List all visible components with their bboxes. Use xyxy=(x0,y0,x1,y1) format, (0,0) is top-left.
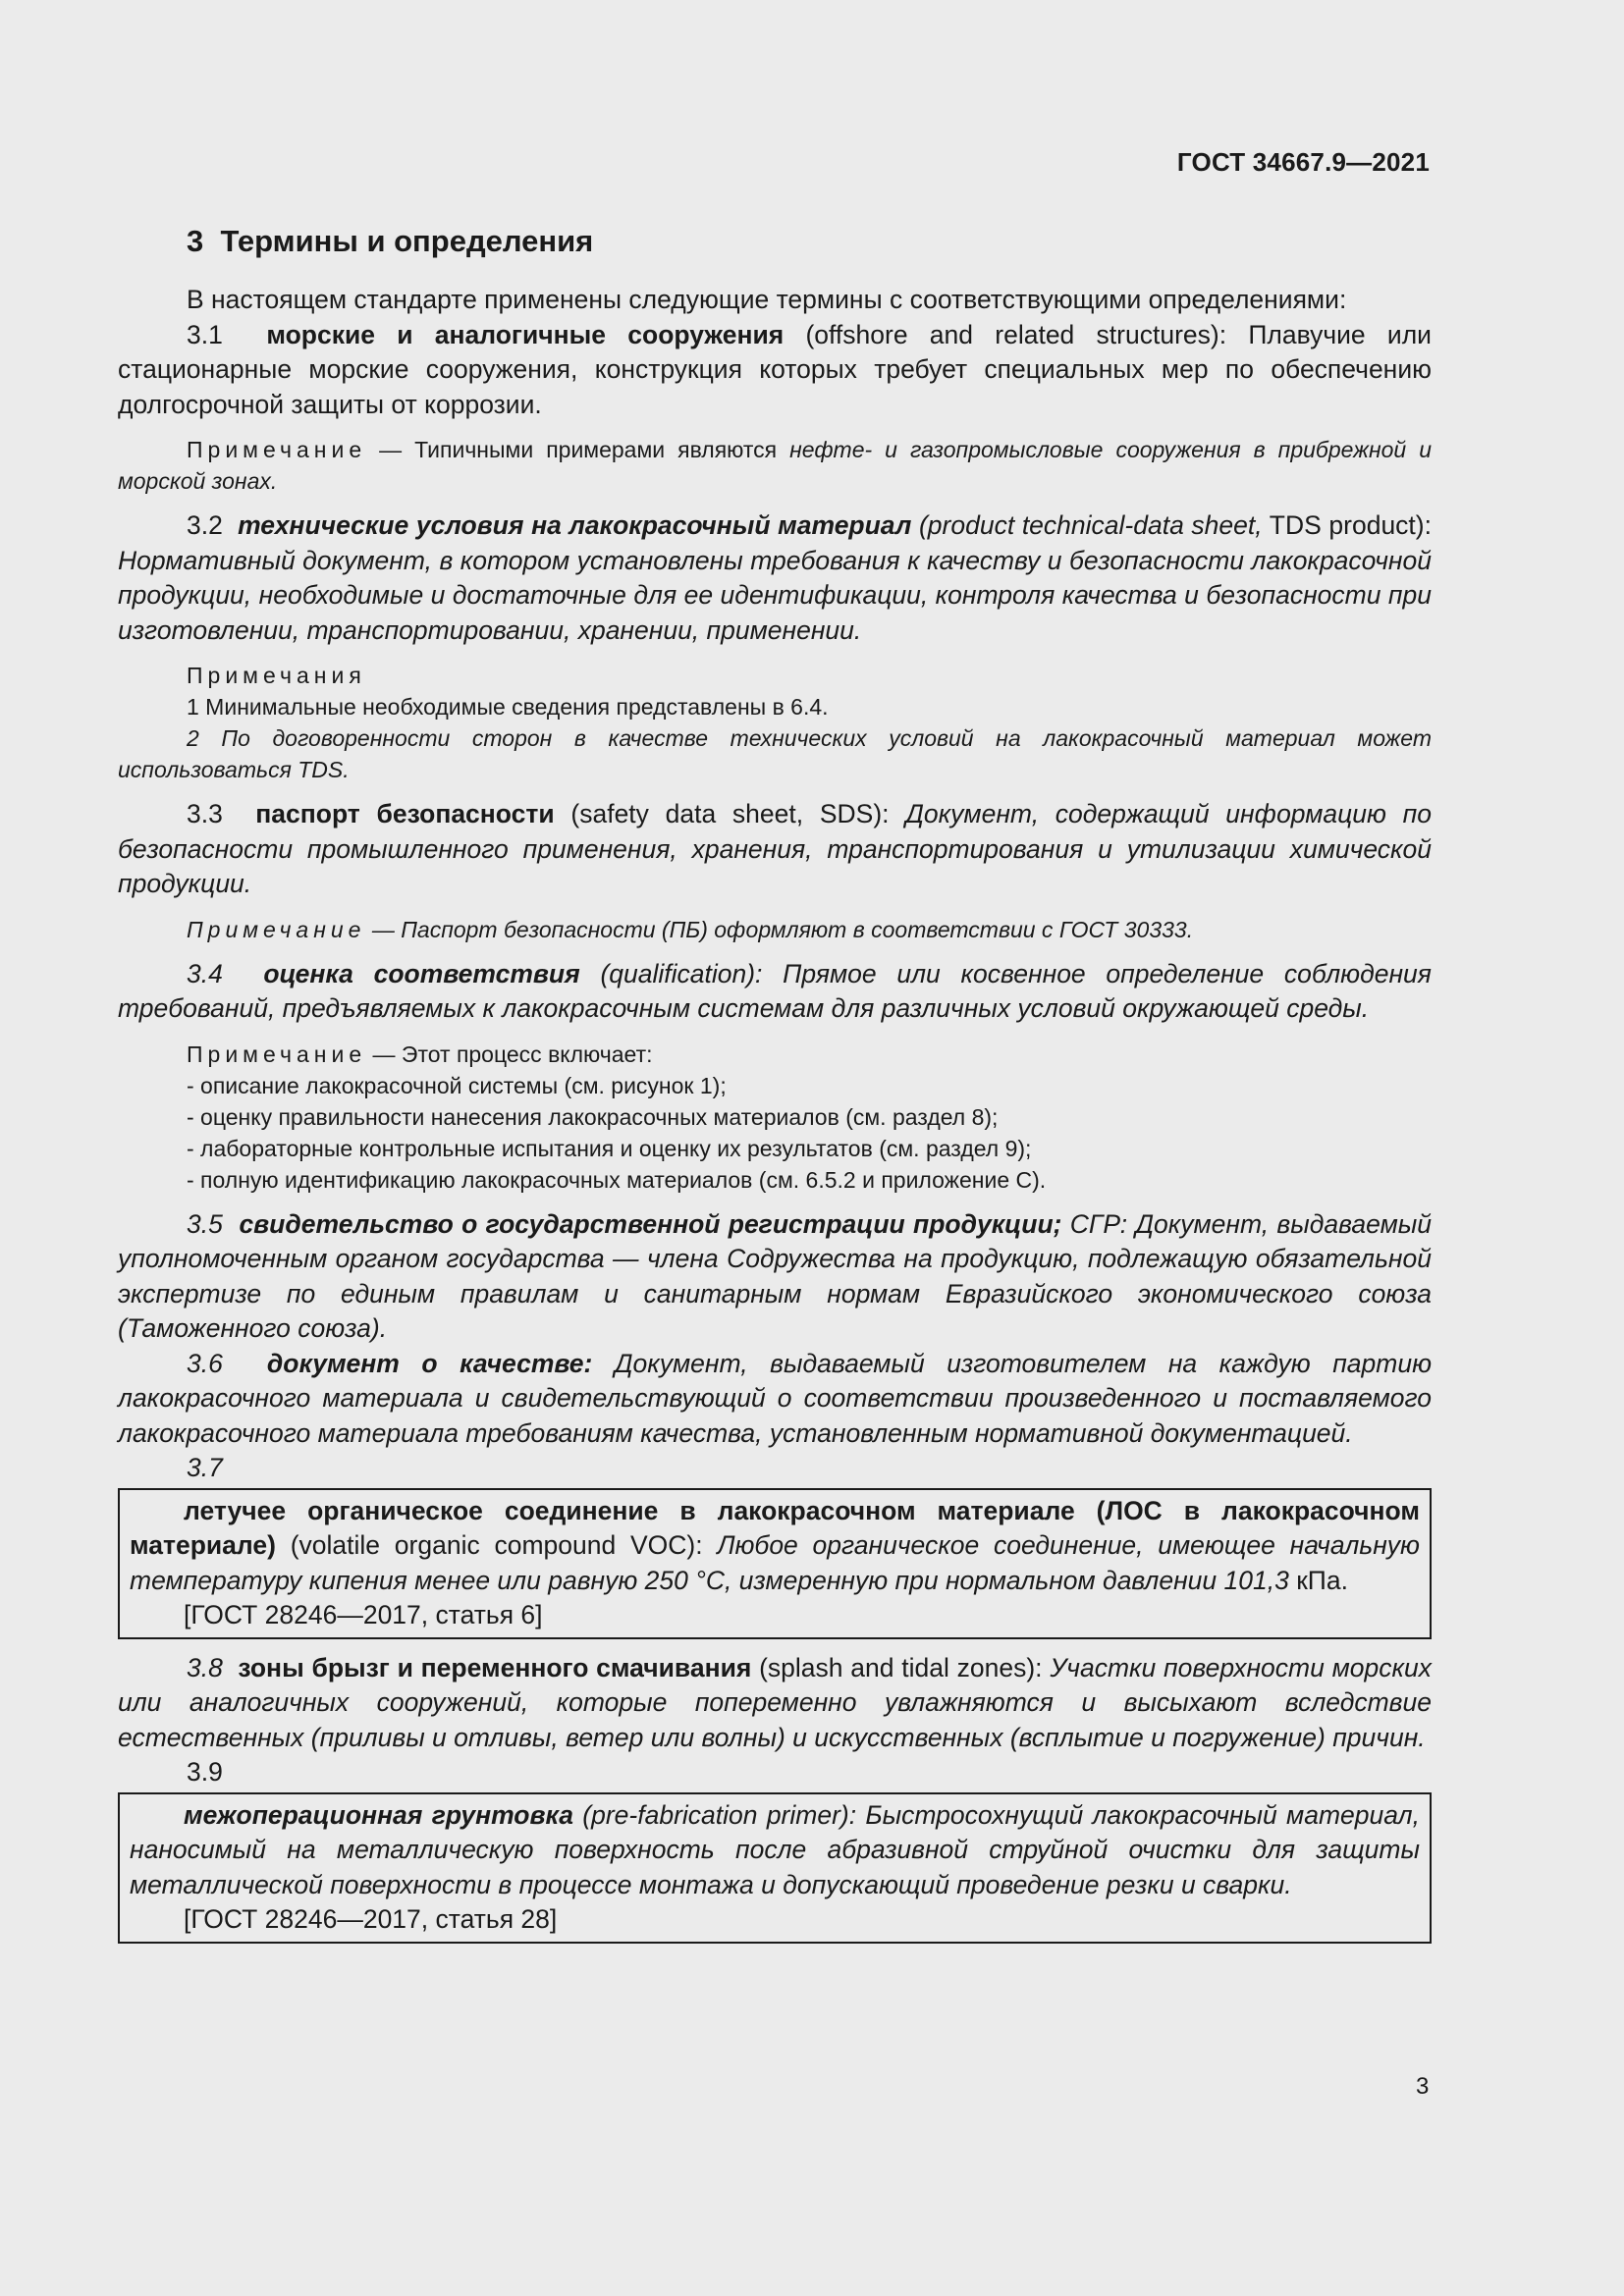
term-definition: Прямое или косвенное определение соблюдения требований, предъявляемых к лакокрасочным системам для различных условий окружающей среды. xyxy=(118,958,1432,1023)
term-definition: Документ, содержащий информацию по безопасности промышленного применения, хранения, транспортирования и утилизации химической продукции. xyxy=(118,799,1433,898)
term-reference: [ГОСТ 28246—2017, статья 28] xyxy=(184,1904,558,1934)
list-item: - лабораторные контрольные испытания и оценку их результатов (см. раздел 9); xyxy=(187,1135,1032,1161)
list-item: - полную идентификацию лакокрасочных материалов (см. 6.5.2 и приложение С). xyxy=(187,1166,1047,1193)
note-label: Примечание xyxy=(187,1041,367,1067)
term-name: межоперационная грунтовка xyxy=(184,1799,573,1830)
term-number: 3.9 xyxy=(187,1757,223,1787)
term-name: морские и аналогичные сооружения xyxy=(266,319,785,349)
term-definition: СГР: Документ, выдаваемый уполномоченным органом государства — члена Содружества на продукцию, подлежащую обязательной экспертизе по единым правилам и санитарным нормам Евразийского экономического союза (Таможенного союза). xyxy=(118,1208,1432,1343)
term-3-7-box xyxy=(118,1488,1432,1639)
term-3-9 xyxy=(130,1798,1420,1903)
term-3-8 xyxy=(118,1651,1432,1756)
intro-text: В настоящем стандарте применены следующие термины с соответствующими определениями: xyxy=(187,285,1347,314)
term-number: 3.8 xyxy=(187,1652,223,1682)
note-3-3 xyxy=(118,914,1432,945)
term-3-4 xyxy=(118,957,1432,1027)
note-label: Примечание xyxy=(187,437,367,462)
document-code: ГОСТ 34667.9—2021 xyxy=(1176,147,1430,177)
term-3-7-number xyxy=(118,1451,1432,1486)
page-number: 3 xyxy=(1416,2073,1430,2100)
section-number: 3 xyxy=(187,224,204,258)
note-2-text: 2 По договоренности сторон в качестве технических условий на лакокрасочный материал может использоваться TDS. xyxy=(118,725,1432,782)
term-number: 3.2 xyxy=(187,510,223,540)
term-english-2: TDS product): xyxy=(1269,510,1432,540)
list-item: - описание лакокрасочной системы (см. рисунок 1); xyxy=(187,1072,727,1098)
term-name: летучее органическое соединение в лакокрасочном материале (ЛОС в лакокрасочном материале) xyxy=(130,1495,1420,1560)
term-number: 3.6 xyxy=(187,1348,223,1378)
term-3-1 xyxy=(118,318,1432,423)
term-definition: Быстросохнущий лакокрасочный материал, наносимый на металлическую поверхность после абразивной струйной очистки для защиты металлической поверхности в процессе монтажа и допускающий проведение резки и сварки. xyxy=(130,1799,1420,1899)
term-english: (qualification): xyxy=(600,958,763,988)
note-3-1 xyxy=(118,434,1432,497)
term-english: (safety data sheet, SDS): xyxy=(570,799,890,828)
note-2 xyxy=(118,722,1432,785)
section-heading xyxy=(187,222,1432,261)
term-3-9-number xyxy=(118,1755,1432,1790)
term-3-6 xyxy=(118,1347,1432,1452)
term-3-7 xyxy=(130,1494,1420,1599)
term-definition: Любое органическое соединение, имеющее начальную температуру кипения менее или равную 250 °С, измеренную при нормальном давлении 101,3 xyxy=(130,1530,1420,1595)
term-english: (volatile organic compound VOC): xyxy=(290,1530,703,1560)
note-text: — Этот процесс включает: xyxy=(372,1041,653,1067)
term-3-5 xyxy=(118,1207,1432,1347)
term-name: паспорт безопасности xyxy=(255,799,555,828)
note-text: — Типичными примерами являются xyxy=(379,437,778,462)
note-1: 1 Минимальные необходимые сведения представлены в 6.4. xyxy=(187,694,829,720)
term-name: свидетельство о государственной регистрации продукции; xyxy=(239,1208,1062,1239)
note-label: Примечание xyxy=(187,916,366,942)
term-name: документ о качестве: xyxy=(266,1348,593,1378)
term-english: (offshore and related structures): xyxy=(805,319,1227,349)
term-definition: Участки поверхности морских или аналогичных сооружений, которые попеременно увлажняются и высыхают вследствие естественных (приливы и отливы, ветер или волны) и искусственных (всплытие и погружение) причин. xyxy=(118,1652,1432,1752)
notes-3-2 xyxy=(118,660,1432,722)
term-definition: Плавучие или стационарные морские сооружения, конструкция которых требует специальных мер по обеспечению долгосрочной защиты от коррозии. xyxy=(118,319,1432,419)
term-reference: [ГОСТ 28246—2017, статья 6] xyxy=(184,1600,543,1629)
term-number: 3.5 xyxy=(187,1208,223,1239)
term-number: 3.7 xyxy=(187,1453,223,1482)
term-number: 3.3 xyxy=(187,799,223,828)
term-english: (pre-fabrication primer): xyxy=(582,1799,857,1830)
term-name: оценка соответствия xyxy=(263,958,580,988)
term-name: технические условия на лакокрасочный материал xyxy=(238,510,912,540)
term-3-2 xyxy=(118,508,1432,648)
note-3-4 xyxy=(118,1039,1432,1196)
note-italic: нефте- и газопромысловые сооружения в прибрежной и морской зонах. xyxy=(118,437,1433,494)
term-unit: кПа. xyxy=(1296,1565,1348,1595)
term-english: (product technical-data sheet, xyxy=(918,510,1263,540)
term-name: зоны брызг и переменного смачивания xyxy=(238,1652,752,1682)
term-number: 3.4 xyxy=(187,958,223,988)
term-number: 3.1 xyxy=(187,319,223,349)
term-english: (splash and tidal zones): xyxy=(759,1652,1043,1682)
notes-label: Примечания xyxy=(187,663,366,688)
note-text: — Паспорт безопасности (ПБ) оформляют в соответствии с ГОСТ 30333. xyxy=(371,916,1194,942)
term-definition: Нормативный документ, в котором установлены требования к качеству и безопасности лакокрасочной продукции, необходимые и достаточные для ее идентификации, контроля качества и безопасности при изготовлении, транспортировании, хранении, применении. xyxy=(118,545,1432,645)
section-title: Термины и определения xyxy=(220,224,594,258)
term-3-9-box xyxy=(118,1792,1432,1944)
term-definition: Документ, выдаваемый изготовителем на каждую партию лакокрасочного материала и свидетельствующий о соответствии произведенного и поставляемого лакокрасочного материала требованиям качества, установленным нормативной документацией. xyxy=(118,1348,1433,1448)
list-item: - оценку правильности нанесения лакокрасочных материалов (см. раздел 8); xyxy=(187,1103,999,1130)
term-3-3 xyxy=(118,797,1432,902)
page-content xyxy=(118,222,1432,1944)
